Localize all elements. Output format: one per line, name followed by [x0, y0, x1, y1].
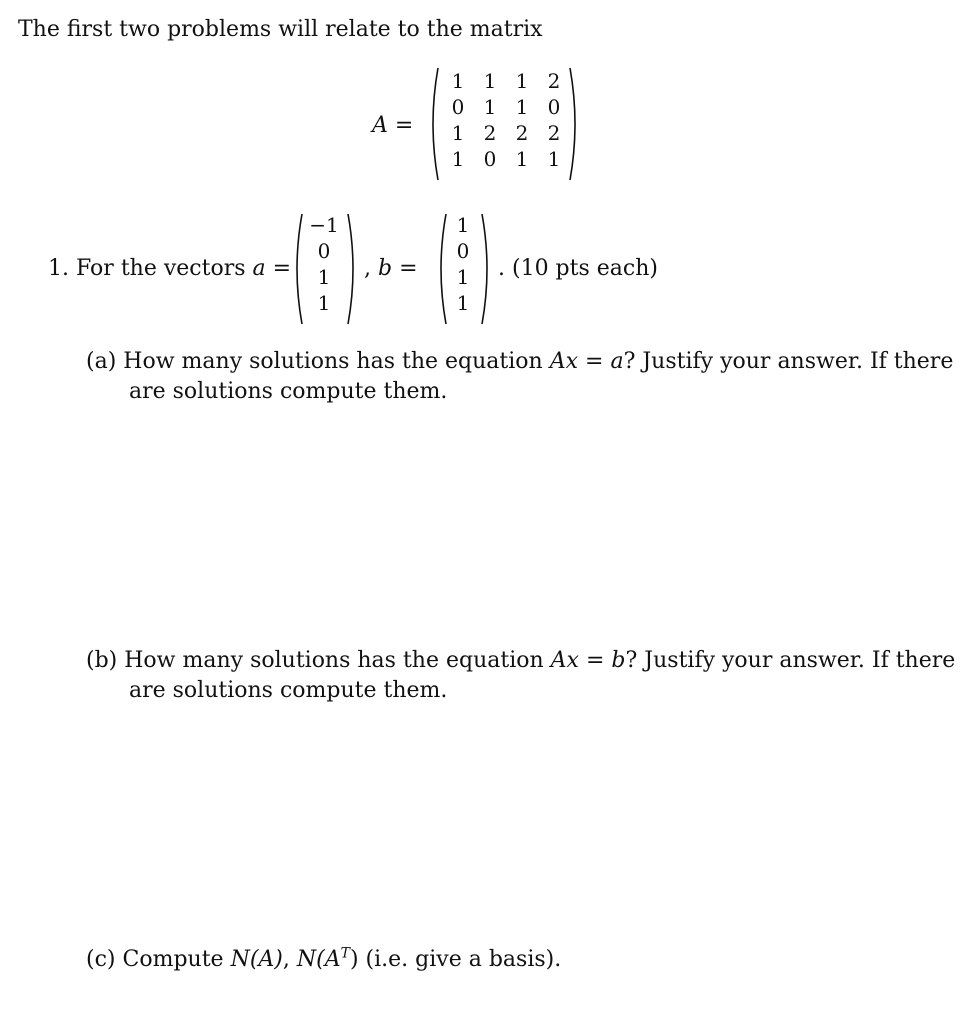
matrix-cell: 2 [547, 69, 561, 93]
part-c-null-at-post: ) [349, 947, 359, 972]
matrix-a-entries [442, 68, 570, 172]
matrix-cell: 1 [451, 69, 465, 93]
problem-1-prefix: For the vectors [76, 256, 246, 281]
part-c-sep: , [282, 947, 297, 972]
problem-1-number: 1. [48, 256, 69, 281]
matrix-a-display [368, 66, 588, 182]
matrix-a-right-paren [568, 66, 582, 182]
problem-1 [0, 210, 960, 328]
matrix-a-label: A [372, 113, 388, 138]
part-c [86, 945, 561, 975]
intro-text: The first two problems will relate to the matrix [18, 17, 543, 42]
vec-b-entry: 1 [456, 213, 470, 237]
part-c-pre: Compute [122, 947, 224, 972]
vector-a-entries [304, 212, 344, 316]
part-b-eq-rhs: b [611, 648, 626, 673]
part-b [86, 646, 956, 706]
matrix-cell: 0 [483, 147, 497, 171]
part-c-transpose: T [340, 945, 350, 962]
vector-b-equals: = [399, 256, 418, 281]
vec-b-entry: 0 [456, 239, 470, 263]
matrix-cell: 1 [515, 69, 529, 93]
vector-a-right-paren [346, 212, 360, 326]
vector-b-left-paren [434, 212, 448, 326]
matrix-cell: 2 [483, 121, 497, 145]
matrix-cell: 1 [483, 95, 497, 119]
vector-a-label: a [252, 256, 266, 281]
problem-1-intro [48, 255, 291, 283]
vector-comma: , [364, 256, 371, 281]
part-b-eq-lhs: Ax [550, 648, 579, 673]
part-b-text-post: ? Justify your answer. If there [625, 648, 956, 673]
part-b-eq-sign: = [585, 648, 605, 673]
matrix-cell: 0 [451, 95, 465, 119]
vector-b-intro [364, 255, 418, 283]
part-b-text-pre: How many solutions has the equation [124, 648, 544, 673]
part-c-label: (c) [86, 947, 116, 972]
vec-b-entry: 1 [456, 291, 470, 315]
matrix-a-left-paren [426, 66, 440, 182]
matrix-cell: 1 [515, 147, 529, 171]
part-a-text-post: ? Justify your answer. If there [623, 349, 954, 374]
part-a-eq-rhs: a [610, 349, 624, 374]
part-b-line-2: are solutions compute them. [129, 678, 448, 703]
vec-b-entry: 1 [456, 265, 470, 289]
matrix-cell: 1 [547, 147, 561, 171]
part-a-text-pre: How many solutions has the equation [123, 349, 543, 374]
part-c-post: (i.e. give a basis). [358, 947, 562, 972]
matrix-cell: 1 [515, 95, 529, 119]
vector-a-left-paren [290, 212, 304, 326]
vec-a-entry: 1 [317, 265, 331, 289]
matrix-cell: 2 [547, 121, 561, 145]
vector-b-entries [448, 212, 478, 316]
problem-1-points: . (10 pts each) [498, 256, 658, 281]
matrix-a-equals: = [394, 113, 414, 138]
vec-a-entry: 0 [317, 239, 331, 263]
part-a-label: (a) [86, 349, 117, 374]
matrix-cell: 2 [515, 121, 529, 145]
matrix-cell: 1 [451, 121, 465, 145]
matrix-cell: 1 [483, 69, 497, 93]
vec-a-entry: 1 [317, 291, 331, 315]
vector-a-equals: = [272, 256, 292, 281]
part-c-null-a: N(A) [230, 947, 283, 972]
part-a-eq-lhs: Ax [549, 349, 579, 374]
vector-b-label: b [378, 256, 393, 281]
part-a-eq-sign: = [585, 349, 604, 374]
part-a [86, 347, 954, 407]
matrix-cell: 1 [451, 147, 465, 171]
matrix-cell: 0 [547, 95, 561, 119]
matrix-a-label-group [372, 112, 413, 140]
vector-b-right-paren [480, 212, 494, 326]
part-b-label: (b) [86, 648, 118, 673]
part-c-null-at-pre: N(A [296, 947, 341, 972]
vec-a-entry: −1 [309, 213, 339, 237]
part-a-line-2: are solutions compute them. [129, 379, 448, 404]
